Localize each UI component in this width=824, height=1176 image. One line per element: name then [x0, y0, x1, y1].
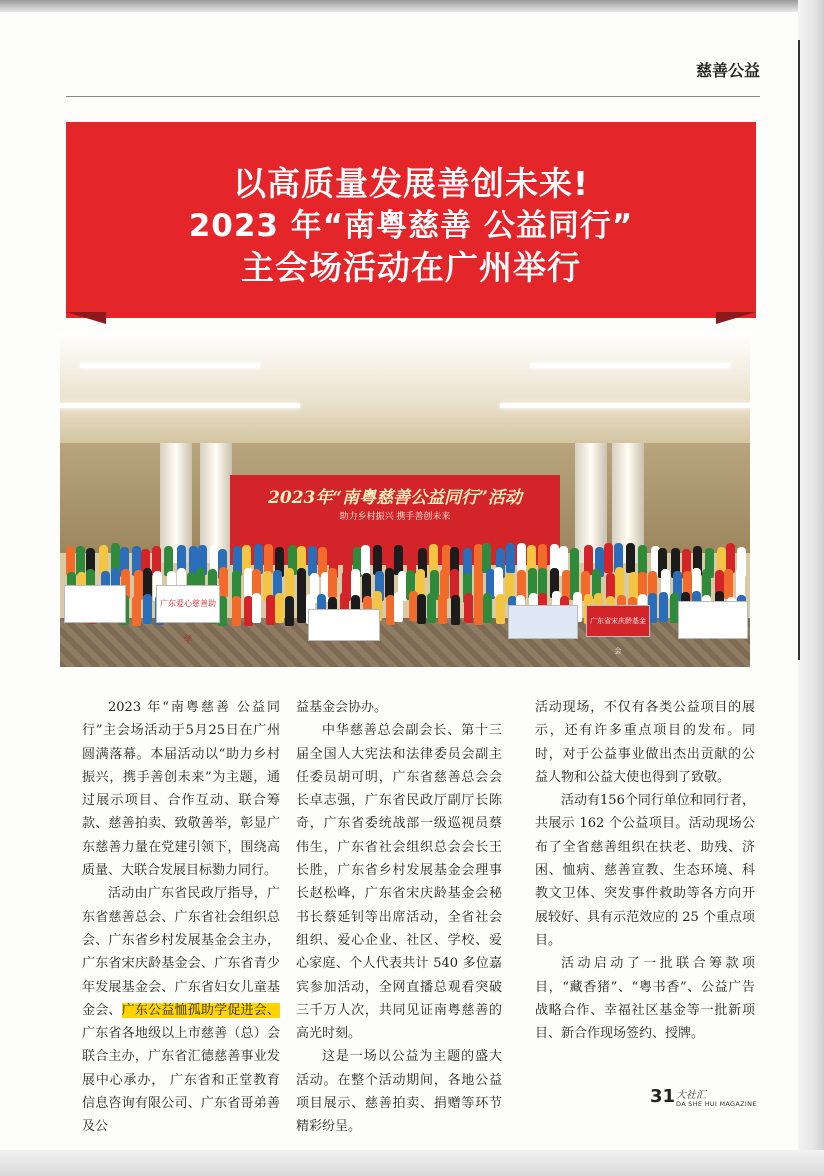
crowd-person	[474, 595, 483, 625]
crowd-person	[328, 568, 337, 598]
paragraph: 这是一场以公益为主题的盛大活动。在整个活动期间，各地公益项目展示、慈善拍卖、捐赠等环节精彩纷呈。	[296, 1049, 502, 1135]
header-rule	[66, 96, 760, 97]
crowd-person	[496, 594, 505, 624]
crowd-person	[285, 568, 294, 598]
highlighted-text: 广东公益恤孤助学促进会、	[121, 1002, 280, 1018]
crowd-person	[275, 593, 284, 623]
crowd-person	[464, 593, 473, 623]
crowd-person	[385, 568, 394, 598]
crowd-person	[297, 593, 306, 623]
paragraph: 活动启动了一批联合筹款项目，“藏香猪”、“粤书香”、公益广告战略合作、幸福社区基金等一批新项目、新合作现场签约、授牌。	[535, 956, 755, 1042]
magazine-logo: 大社汇	[676, 1090, 706, 1101]
crowd-person	[506, 543, 515, 573]
crowd-person	[626, 543, 635, 573]
crowd-person	[638, 545, 647, 575]
crowd-person	[132, 596, 141, 626]
crowd-person	[308, 546, 317, 576]
ceiling-light	[60, 403, 300, 408]
paragraph: 益基金会协办。	[296, 700, 388, 715]
crowd-person	[494, 567, 503, 597]
page-number: 31	[650, 1086, 676, 1107]
crowd-person	[517, 543, 526, 573]
paragraph: 活动现场，不仅有各类公益项目的展示，还有许多重点项目的发布。同时，对于公益事业做出杰出贡献的公益人物和公益大使也得到了致敬。	[535, 700, 755, 785]
crowd-person	[427, 593, 436, 623]
text-run: 活动由广东省民政厅指导，广东省慈善总会、广东省社会组织总会、广东省乡村发展基金会主办，广东省宋庆龄基金会、广东省青少年发展基金会、广东省妇女儿童基金会、	[82, 886, 280, 1018]
stage-subtitle: 助力乡村振兴 携手善创未来	[339, 512, 451, 522]
crowd-person	[438, 594, 447, 624]
magazine-name: DA SHE HUI MAGAZINE	[676, 1100, 757, 1108]
crowd-person	[659, 592, 668, 622]
photo-ceiling	[60, 333, 750, 453]
paragraph: 活动有156个同行单位和同行者，共展示 162 个公益项目。活动现场公布了全省慈善组织在扶老、助残、济困、恤病、慈善宣教、生态环境、科教文卫体、突发事件救助等各方向开展较好、具有示范效应的 25 个重点项目。	[535, 793, 755, 948]
crowd-person	[232, 596, 241, 626]
crowd-person	[407, 544, 416, 574]
crowd-person	[451, 595, 460, 625]
scan-edge-top	[0, 0, 824, 12]
crowd-person	[252, 593, 261, 623]
sign-board	[64, 585, 126, 623]
section-label: 慈善公益	[695, 61, 760, 80]
crowd-person	[76, 546, 85, 576]
text-run: 广东省各地级以上市慈善（总）会联合主办，广东省汇德慈善事业发展中心承办， 广东省和正堂教育信息咨询有限公司、广东省哥弟善及公	[82, 1026, 280, 1135]
article-column-3	[535, 696, 755, 1045]
sign-board	[508, 605, 578, 639]
scan-edge-right	[798, 0, 824, 1176]
crowd-person	[266, 595, 275, 625]
sign-board: 广东省宋庆龄基金会	[586, 605, 650, 637]
ceiling-light	[500, 403, 750, 408]
ceiling-light	[530, 363, 730, 368]
headline-line-2: 2023 年“南粤慈善 公益同行”	[188, 208, 634, 244]
headline-line-3: 主会场活动在广州举行	[241, 248, 581, 287]
crowd-person	[483, 593, 492, 623]
crowd-person	[143, 594, 152, 624]
stage-title: 2023年“南粤慈善公益同行”活动	[268, 488, 522, 508]
article-column-1	[82, 696, 280, 1139]
crowd-person	[736, 568, 745, 598]
crowd-person	[361, 545, 370, 575]
ceiling-light	[80, 363, 260, 368]
crowd-person	[394, 592, 403, 622]
sign-board	[678, 601, 748, 639]
page-binding-line	[798, 40, 800, 660]
crowd-person	[724, 569, 733, 599]
crowd-person	[219, 567, 228, 597]
headline-line-1: 以高质量发展善创未来!	[232, 164, 590, 203]
banner-fold-right	[716, 312, 756, 324]
paragraph: 中华慈善总会副会长、第十三届全国人大宪法和法律委员会副主任委员胡可明，广东省慈善总会会长卓志强，广东省民政厅副厅长陈奇，广东省委统战部一级巡视员蔡伟生，广东省社会组织总会会长王长胜，广东省乡村发展基金会理事长赵松峰，广东省宋庆龄基金会秘书长蔡延钊等出席活动，全省社会组织、爱心企业、社区、学校、爱心家庭、个人代表共计 540 多位嘉宾参加活动，全网直播总观看突破三千万人次，共同见证南粤慈善的高光时刻。	[296, 723, 502, 1042]
crowd-person	[615, 567, 624, 597]
paragraph	[82, 882, 280, 1138]
sign-board: 广东爱心慈善助学	[156, 585, 220, 623]
event-photo	[60, 333, 750, 667]
sign-board	[308, 609, 380, 641]
crowd-person	[604, 543, 613, 573]
banner-fold-left	[66, 312, 106, 324]
scan-edge-bottom	[0, 1150, 824, 1176]
crowd-person	[264, 544, 273, 574]
crowd-person	[417, 594, 426, 624]
paragraph: 2023 年“南粤慈善 公益同行”主会场活动于5月25日在广州圆满落幕。本届活动以“助力乡村振兴，携手善创未来”为主题，通过展示项目、合作互动、联合筹款、慈善拍卖、致敬善举，彰显广东慈善力量在党建引领下，围绕高质量、大联合发展目标勠力同行。	[82, 700, 280, 879]
article-column-2	[296, 696, 502, 1139]
crowd-person	[285, 596, 294, 626]
